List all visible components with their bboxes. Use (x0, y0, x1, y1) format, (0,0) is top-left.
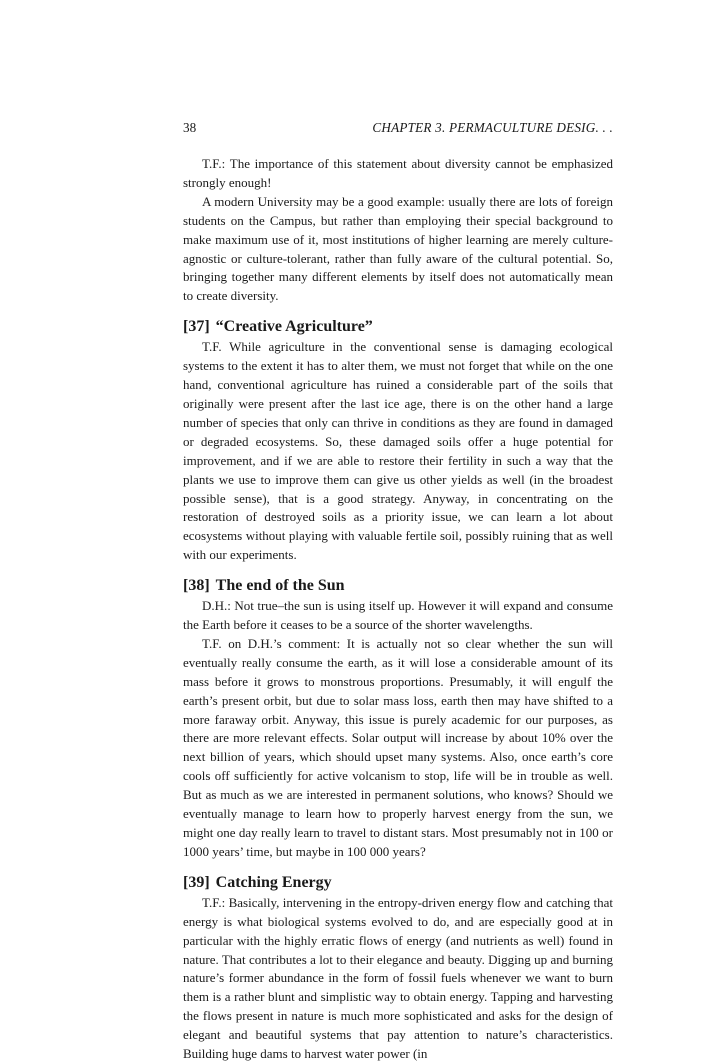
section-37 (183, 317, 613, 565)
paragraph: T.F. While agriculture in the conventional sense is damaging ecological systems to the extent it has to alter them, we must not forget that while on the one hand, conventional agriculture has ruined a considerable part of the soils that originally were present after the last ice age, there is on the other hand a large number of species that only can thrive in conditions as they are found in damaged or degraded ecosystems. So, these damaged soils offer a huge potential for improvement, and if we are able to restore their fertility in such a way that the plants we use to improve them can give us other yields as well (in the broadest possible sense), that is a good strategy. Anyway, in concentrating on the restoration of destroyed soils as a priority issue, we can learn a lot about ecosystems without playing with valuable fertile soil, possibly ruining that as well with our experiments. (183, 339, 613, 563)
page-header (183, 120, 613, 136)
paragraph: T.F. on D.H.’s comment: It is actually not so clear whether the sun will eventually really consume the earth, as it will lose a considerable amount of its mass before it grows to monstrous proportions. Presumably, it will engulf the earth’s present orbit, but due to solar mass loss, earth then may have shifted to a more faraway orbit. Anyway, this issue is purely academic for our purposes, as there are more relevant effects. Solar output will increase by about 10% over the next billion of years, which should upset many systems. Also, once earth’s core cools off sufficiently for active volcanism to stop, life will be in trouble as well. But as much as we are interested in permanent solutions, who knows? Should we eventually manage to learn how to properly harvest energy from the sun, we might one day really learn to travel to distant stars. Most presumably not in 100 or 1000 years’ time, but maybe in 100 000 years? (183, 635, 613, 859)
section-38 (183, 576, 613, 862)
section-title: Catching Energy (215, 873, 332, 891)
section-heading (183, 576, 613, 595)
running-title: CHAPTER 3. PERMACULTURE DESIG. . . (372, 120, 613, 135)
body-text (183, 155, 613, 1064)
paragraph: T.F.: The importance of this statement about diversity cannot be emphasized strongly enough! (183, 156, 613, 190)
section-number: [38] (183, 577, 210, 595)
section-number: [39] (183, 873, 210, 891)
section-39 (183, 873, 613, 1064)
intro-section (183, 155, 613, 306)
section-heading (183, 317, 613, 336)
section-heading (183, 873, 613, 892)
section-number: [37] (183, 318, 210, 336)
page-number: 38 (183, 120, 197, 135)
paragraph: A modern University may be a good example: usually there are lots of foreign students on the Campus, but rather than employing their special background to make maximum use of it, most institutions of higher learning are merely culture-agnostic or culture-tolerant, rather than fully aware of the cultural potential. So, bringing together many different elements by itself does not automatically mean to create diversity. (183, 193, 613, 304)
paragraph: D.H.: Not true–the sun is using itself up. However it will expand and consume the Earth before it ceases to be a source of the shorter wavelengths. (183, 598, 613, 633)
paragraph: T.F.: Basically, intervening in the entropy-driven energy flow and catching that energy is what biological systems evolved to do, and are especially good at in particular with the highly erratic flows of energy (and nutrients as well) found in nature. That contributes a lot to their elegance and beauty. Digging up and burning nature’s former abundance in the form of fossil fuels whenever we want to burn them is a rather blunt and simplistic way to obtain energy. Tapping and harvesting the flows present in nature is much more sophisticated and asks for the design of elegant and beautiful systems that pay attention to nature’s characteristics. Building huge dams to harvest water power (in (183, 894, 613, 1062)
section-title: “Creative Agriculture” (215, 318, 373, 336)
section-title: The end of the Sun (215, 577, 345, 595)
